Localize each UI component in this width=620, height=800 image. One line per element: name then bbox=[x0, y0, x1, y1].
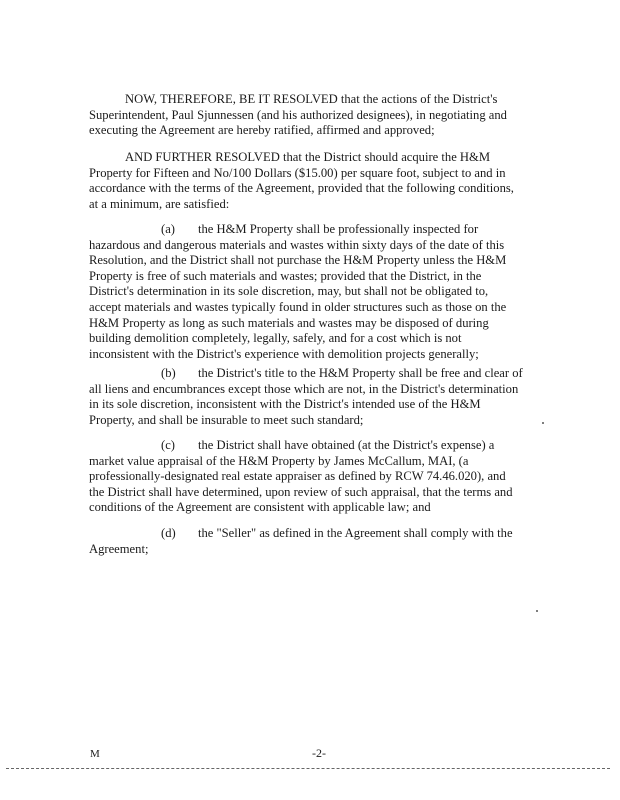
text-line: Resolution, and the District shall not purchase the H&M Property unless the H&M bbox=[89, 253, 507, 268]
text-segment: the District's title to the H&M Property shall be free and clear of bbox=[198, 366, 523, 380]
text-line bbox=[89, 366, 544, 382]
scan-speck bbox=[542, 422, 544, 424]
condition-label: (c) bbox=[161, 438, 175, 452]
condition-d-paragraph bbox=[89, 526, 544, 557]
condition-b-paragraph bbox=[89, 366, 544, 428]
text-line: in its sole discretion, inconsistent with the District's intended use of the H&M bbox=[89, 397, 481, 412]
text-line: the District shall have determined, upon review of such appraisal, that the terms and bbox=[89, 484, 513, 499]
text-line: inconsistent with the District's experience with demolition projects generally; bbox=[89, 346, 479, 361]
text-line bbox=[89, 222, 544, 238]
condition-label: (d) bbox=[161, 526, 176, 540]
text-segment: the H&M Property shall be professionally inspected for bbox=[198, 222, 479, 236]
text-line: hazardous and dangerous materials and wastes within sixty days of the date of this bbox=[89, 237, 505, 252]
condition-c-paragraph bbox=[89, 438, 544, 516]
text-line: executing the Agreement are hereby ratified, affirmed and approved; bbox=[89, 123, 435, 138]
text-line: building demolition completely, legally, safely, and for a cost which is not bbox=[89, 331, 462, 346]
page-number: -2- bbox=[312, 746, 326, 760]
text-line: Superintendent, Paul Sjunnessen (and his authorized designees), in negotiating and bbox=[89, 107, 507, 122]
text-line: Property for Fifteen and No/100 Dollars ($15.00) per square foot, subject to and in bbox=[89, 165, 506, 180]
text-line: professionally-designated real estate appraiser as defined by RCW 74.46.020), and bbox=[89, 469, 506, 484]
text-line: Property is free of such materials and wastes; provided that the District, in the bbox=[89, 268, 482, 283]
text-line: NOW, THEREFORE, BE IT RESOLVED that the actions of the District's bbox=[125, 92, 498, 106]
text-line: conditions of the Agreement are consistent with applicable law; and bbox=[89, 500, 431, 515]
scan-artifact-line bbox=[6, 768, 610, 769]
text-segment: the "Seller" as defined in the Agreement shall comply with the bbox=[198, 526, 513, 540]
condition-label: (b) bbox=[161, 366, 176, 380]
text-line: AND FURTHER RESOLVED that the District should acquire the H&M bbox=[125, 150, 491, 164]
condition-label: (a) bbox=[161, 222, 175, 236]
text-line: accept materials and wastes typically found in older structures such as those on the bbox=[89, 299, 507, 314]
further-resolved-paragraph bbox=[89, 150, 544, 212]
text-segment: the District shall have obtained (at the District's expense) a bbox=[198, 438, 495, 452]
condition-a-paragraph bbox=[89, 222, 544, 362]
text-line: at a minimum, are satisfied: bbox=[89, 196, 230, 211]
resolution-paragraph bbox=[89, 92, 544, 139]
text-line: all liens and encumbrances except those which are not, in the District's determination bbox=[89, 381, 519, 396]
text-line bbox=[89, 526, 544, 542]
text-line: District's determination in its sole discretion, may, but shall not be obligated to, bbox=[89, 284, 489, 299]
scan-speck bbox=[536, 610, 538, 612]
text-line: market value appraisal of the H&M Property by James McCallum, MAI, (a bbox=[89, 453, 469, 468]
text-line: Property, and shall be insurable to meet such standard; bbox=[89, 412, 364, 427]
text-line bbox=[89, 438, 544, 454]
text-line: H&M Property as long as such materials and wastes may be disposed of during bbox=[89, 315, 489, 330]
text-line: Agreement; bbox=[89, 541, 149, 556]
text-line: accordance with the terms of the Agreement, provided that the following conditions, bbox=[89, 181, 514, 196]
footer-mark: M bbox=[90, 748, 100, 760]
